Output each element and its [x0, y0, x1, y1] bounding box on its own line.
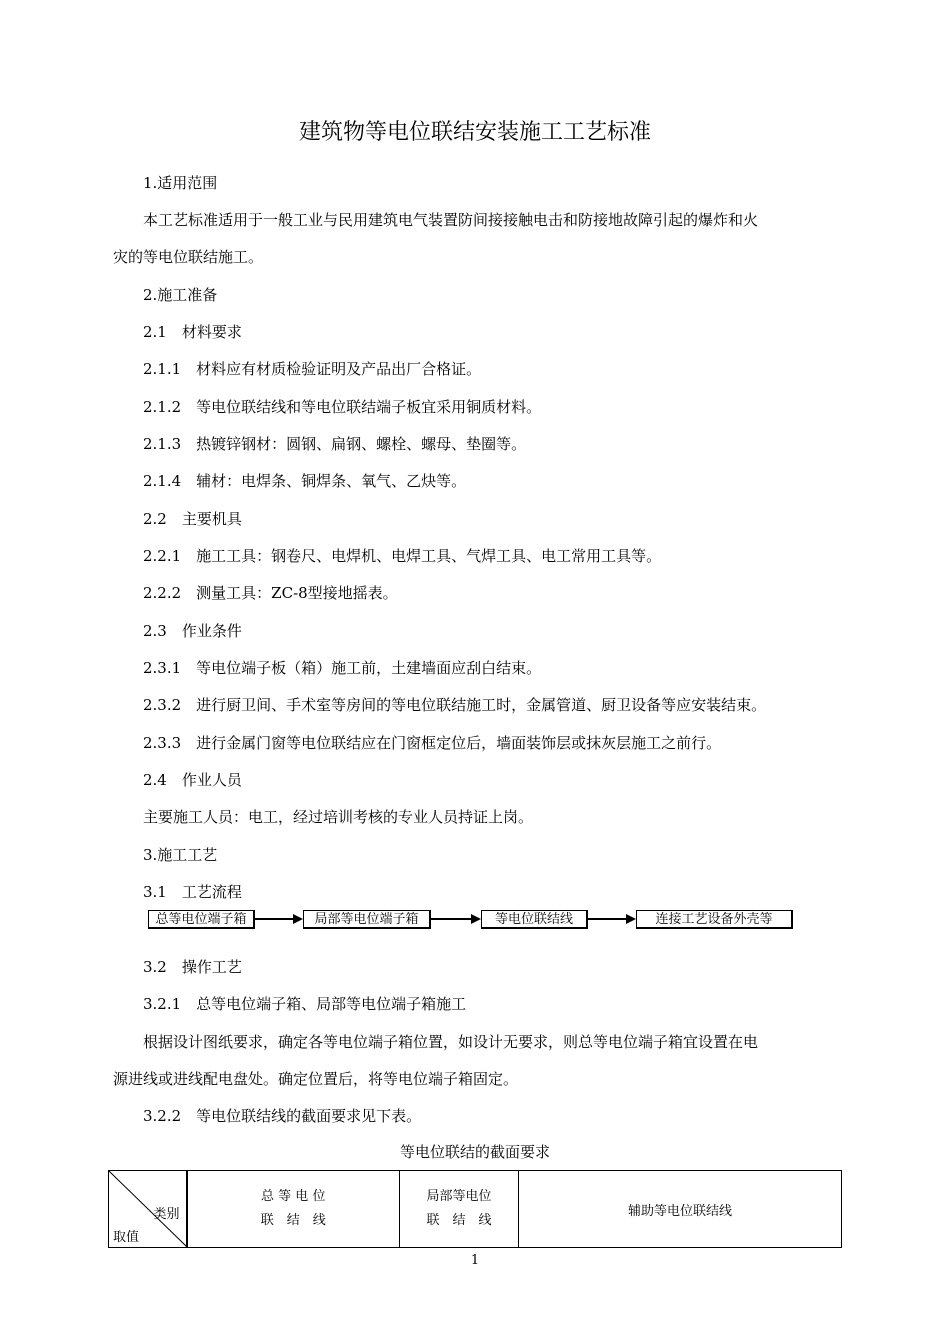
subsection-heading: 2.2 主要机具 [143, 510, 242, 528]
list-item: 2.1.4 辅材：电焊条、铜焊条、氧气、乙炔等。 [143, 472, 467, 490]
section-heading: 1.适用范围 [143, 174, 218, 192]
list-item: 2.3.2 进行厨卫间、手术室等房间的等电位联结施工时，金属管道、厨卫设备等应安装结束。 [143, 696, 767, 714]
header-local-bonding [400, 1171, 519, 1248]
body-text: 本工艺标准适用于一般工业与民用建筑电气装置防间接接触电击和防接地故障引起的爆炸和火 [143, 211, 759, 229]
table-caption: 等电位联结的截面要求 [399, 1143, 550, 1161]
subsection-heading: 2.4 作业人员 [143, 771, 242, 789]
flow-step-bonding-wire: 等电位联结线 [481, 910, 588, 929]
list-item: 2.3.1 等电位端子板（箱）施工前，土建墙面应刮白结束。 [143, 659, 542, 677]
header-supplementary-bonding: 辅助等电位联结线 [519, 1171, 842, 1248]
subsection-heading: 3.1 工艺流程 [143, 883, 242, 901]
page-number: 1 [470, 1253, 480, 1268]
table-header-row [109, 1171, 842, 1248]
list-item: 2.3.3 进行金属门窗等电位联结应在门窗框定位后，墙面装饰层或抹灰层施工之前行。 [143, 734, 722, 752]
flow-arrow-icon [255, 914, 303, 924]
header-main-line-2: 联 结 线 [260, 1213, 326, 1228]
list-item: 2.1.2 等电位联结线和等电位联结端子板宜采用铜质材料。 [143, 398, 542, 416]
flow-arrow-icon [588, 914, 636, 924]
list-item: 2.1.1 材料应有材质检验证明及产品出厂合格证。 [143, 360, 482, 378]
subsection-heading: 3.2 操作工艺 [143, 958, 242, 976]
body-text: 源进线或进线配电盘处。确定位置后，将等电位端子箱固定。 [113, 1070, 519, 1088]
flow-arrow-icon [431, 914, 481, 924]
body-text: 主要施工人员：电工，经过培训考核的专业人员持证上岗。 [143, 808, 534, 826]
cross-section-table [108, 1170, 842, 1248]
subsection-heading: 2.3 作业条件 [143, 622, 242, 640]
list-item: 2.2.1 施工工具：钢卷尺、电焊机、电焊工具、气焊工具、电工常用工具等。 [143, 547, 662, 565]
category-label: 类别 [153, 1207, 180, 1222]
list-item: 3.2.2 等电位联结线的截面要求见下表。 [143, 1107, 422, 1125]
section-heading: 2.施工准备 [143, 286, 218, 304]
document-title: 建筑物等电位联结安装施工工艺标准 [298, 120, 651, 145]
header-main-bonding [187, 1171, 400, 1248]
subsection-heading: 2.1 材料要求 [143, 323, 242, 341]
header-local-line-1: 局部等电位 [426, 1189, 492, 1204]
flow-step-main-box: 总等电位端子箱 [148, 910, 255, 929]
list-item: 2.2.2 测量工具：ZC-8型接地摇表。 [143, 584, 398, 602]
body-text: 根据设计图纸要求，确定各等电位端子箱位置，如设计无要求，则总等电位端子箱宜设置在电 [143, 1033, 759, 1051]
list-item: 3.2.1 总等电位端子箱、局部等电位端子箱施工 [143, 995, 467, 1013]
header-local-line-2: 联 结 线 [426, 1213, 492, 1228]
list-item: 2.1.3 热镀锌钢材：圆钢、扁钢、螺栓、螺母、垫圈等。 [143, 435, 527, 453]
flow-step-equipment-housing: 连接工艺设备外壳等 [636, 910, 793, 929]
header-main-line-1: 总 等 电 位 [261, 1189, 326, 1204]
flow-step-local-box: 局部等电位端子箱 [303, 910, 431, 929]
value-label: 取值 [113, 1230, 140, 1245]
section-heading: 3.施工工艺 [143, 846, 218, 864]
diagonal-header-cell [109, 1171, 187, 1248]
body-text: 灾的等电位联结施工。 [113, 248, 264, 266]
